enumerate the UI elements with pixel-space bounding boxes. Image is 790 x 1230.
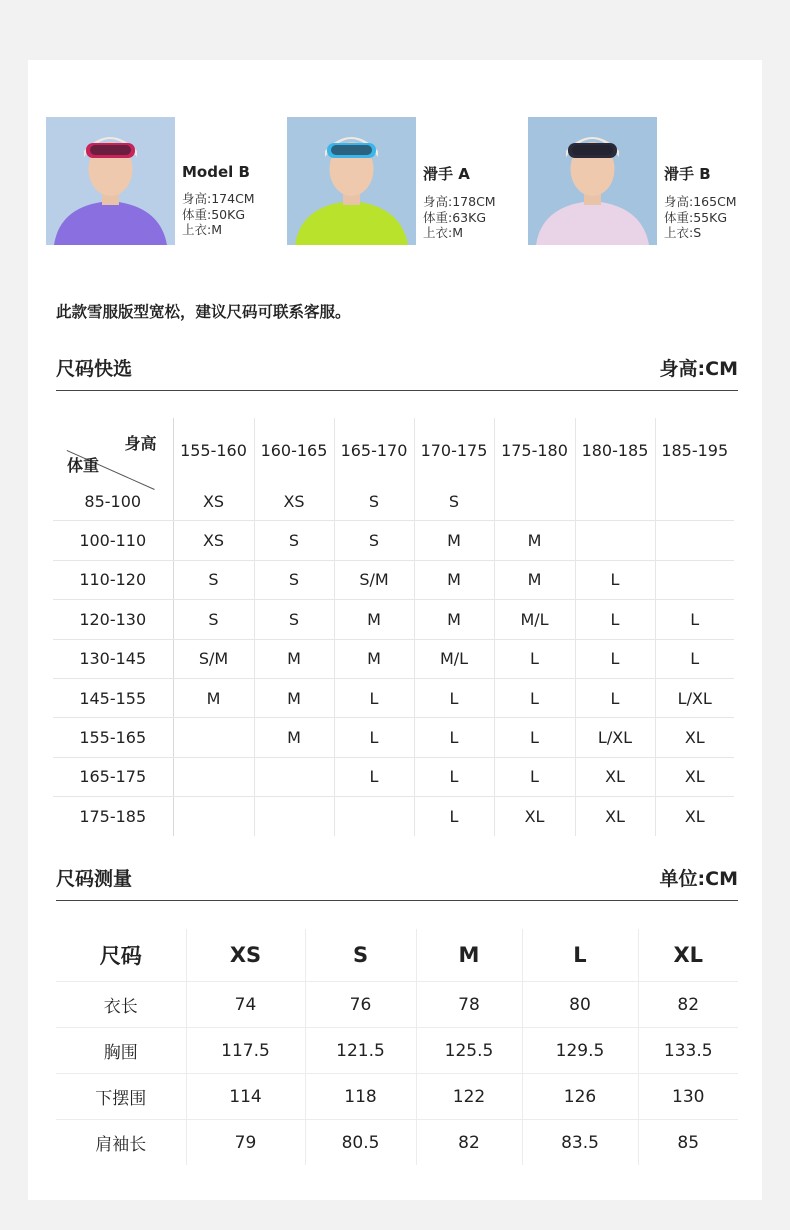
height-header-cell: 160-165 (254, 418, 334, 482)
weight-label-cell: 155-165 (53, 718, 173, 757)
size-cell: L (334, 718, 414, 757)
size-header-cell: XL (638, 929, 738, 982)
model-weight: 体重:63KG (423, 209, 487, 225)
size-cell: M/L (494, 600, 575, 639)
model-photo (528, 117, 657, 245)
size-column-label: 尺码 (56, 929, 186, 982)
size-cell: L (494, 678, 575, 717)
weight-label-cell: 120-130 (53, 600, 173, 639)
size-header-cell: S (305, 929, 416, 982)
size-cell: M/L (414, 639, 494, 678)
table-row (56, 1120, 738, 1166)
measure-label-cell: 肩袖长 (56, 1120, 186, 1166)
size-cell: S (254, 600, 334, 639)
measure-value-cell: 78 (416, 982, 522, 1028)
measure-value-cell: 117.5 (186, 1028, 305, 1074)
size-cell: L (655, 600, 734, 639)
measure-label-cell: 胸围 (56, 1028, 186, 1074)
table-row (53, 639, 734, 678)
size-cell: M (254, 718, 334, 757)
size-cell: M (414, 600, 494, 639)
size-cell: L (575, 560, 655, 599)
size-cell (334, 797, 414, 836)
table-row (53, 757, 734, 796)
size-cell (173, 757, 254, 796)
size-cell: XL (684, 806, 705, 826)
measure-value-cell: 125.5 (416, 1028, 522, 1074)
size-cell: M (334, 600, 414, 639)
measure-label-cell: 下摆围 (56, 1074, 186, 1120)
size-cell: M (173, 678, 254, 717)
size-cell (655, 482, 734, 521)
size-cell: XS (173, 521, 254, 560)
size-cell: XL (655, 718, 734, 757)
model-weight: 体重:50KG (182, 206, 246, 222)
measurement-unit: 单位:CM (659, 868, 738, 890)
corner-cell (53, 418, 173, 482)
size-cell: S (173, 560, 254, 599)
size-header-cell: L (522, 929, 638, 982)
quick-select-unit: 身高:CM (659, 358, 738, 380)
size-cell: L/XL (575, 718, 655, 757)
table-row (53, 521, 734, 560)
size-cell: L (414, 718, 494, 757)
size-cell: L (575, 600, 655, 639)
model-height: 身高:178CM (423, 194, 496, 209)
measure-value-cell: 80 (522, 982, 638, 1028)
size-cell (655, 521, 734, 560)
size-cell: L (414, 797, 494, 836)
size-cell: L (494, 718, 575, 757)
size-guide-card (28, 60, 762, 1200)
size-header-cell: M (416, 929, 522, 982)
quick-header-row (53, 418, 734, 482)
table-row (53, 600, 734, 639)
size-cell: L/XL (655, 678, 734, 717)
size-cell: XS (173, 482, 254, 521)
model-illustration (46, 117, 175, 245)
model-photo (287, 117, 416, 245)
size-cell: S/M (334, 560, 414, 599)
measure-label-cell: 衣长 (56, 982, 186, 1028)
height-header-cell: 165-170 (334, 418, 414, 482)
size-cell: S (173, 600, 254, 639)
model-info (423, 163, 496, 241)
size-cell: L (414, 757, 494, 796)
corner-weight-label: 体重 (67, 456, 100, 475)
model-name: 滑手 B (664, 165, 711, 183)
measurement-header-row (56, 929, 738, 982)
weight-label-cell: 165-175 (53, 757, 173, 796)
measure-value-cell: 80.5 (305, 1120, 416, 1166)
size-cell (494, 482, 575, 521)
table-row (56, 1074, 738, 1120)
size-cell: L (575, 678, 655, 717)
size-cell (173, 718, 254, 757)
size-cell: XL (655, 757, 734, 796)
model-name: 滑手 A (423, 165, 470, 183)
size-cell: S/M (173, 639, 254, 678)
size-cell: L (494, 639, 575, 678)
size-cell (173, 797, 254, 836)
measure-value-cell: 82 (416, 1120, 522, 1166)
size-cell: L (334, 757, 414, 796)
model-height: 身高:165CM (664, 194, 737, 209)
size-cell: XS (254, 482, 334, 521)
weight-label-cell: 175-185 (53, 797, 173, 836)
size-cell: M (414, 560, 494, 599)
size-cell: S (414, 482, 494, 521)
size-cell: M (254, 678, 334, 717)
table-row (53, 797, 734, 836)
weight-label-cell: 85-100 (53, 482, 173, 521)
measure-value-cell: 126 (522, 1074, 638, 1120)
table-row (53, 678, 734, 717)
size-cell (254, 757, 334, 796)
height-header-cell: 170-175 (414, 418, 494, 482)
size-cell: S (254, 521, 334, 560)
measure-value-cell: 76 (305, 982, 416, 1028)
size-cell: L (334, 678, 414, 717)
weight-label-cell: 100-110 (53, 521, 173, 560)
model-weight: 体重:55KG (664, 209, 728, 225)
model-top-size: 上衣:M (423, 225, 463, 240)
measure-value-cell: 118 (305, 1074, 416, 1120)
size-cell: M (494, 560, 575, 599)
size-cell (254, 797, 334, 836)
table-row (53, 482, 734, 521)
model-info (664, 163, 737, 241)
quick-select-table (53, 418, 734, 836)
measure-value-cell: 130 (638, 1074, 738, 1120)
measure-value-cell: 133.5 (638, 1028, 738, 1074)
size-cell: S (254, 560, 334, 599)
sizing-note: 此款雪服版型宽松，建议尺码可联系客服。 (56, 303, 351, 321)
measure-value-cell: 83.5 (522, 1120, 638, 1166)
measure-value-cell: 121.5 (305, 1028, 416, 1074)
table-row (53, 560, 734, 599)
weight-label-cell: 110-120 (53, 560, 173, 599)
measurement-title: 尺码测量 (56, 868, 133, 890)
table-row (53, 718, 734, 757)
measure-value-cell: 114 (186, 1074, 305, 1120)
size-cell: M (334, 639, 414, 678)
measurement-table (56, 929, 738, 1165)
size-cell: L (494, 757, 575, 796)
height-header-cell: 185-195 (661, 440, 729, 460)
quick-select-title: 尺码快选 (56, 358, 133, 380)
model-card-3 (528, 117, 758, 245)
model-top-size: 上衣:S (664, 225, 702, 240)
measure-value-cell: 129.5 (522, 1028, 638, 1074)
model-illustration (287, 117, 416, 245)
measurement-header (56, 860, 738, 901)
table-row (56, 982, 738, 1028)
size-cell (575, 482, 655, 521)
size-cell: M (494, 521, 575, 560)
model-illustration (528, 117, 657, 245)
size-cell (575, 521, 655, 560)
model-card-2 (287, 117, 517, 245)
model-height: 身高:174CM (182, 191, 255, 206)
measure-value-cell: 82 (638, 982, 738, 1028)
measure-value-cell: 122 (416, 1074, 522, 1120)
measure-value-cell: 74 (186, 982, 305, 1028)
size-cell: M (414, 521, 494, 560)
height-header-cell: 180-185 (575, 418, 655, 482)
model-info (182, 163, 255, 238)
table-row (56, 1028, 738, 1074)
size-cell: L (575, 639, 655, 678)
height-header-cell: 175-180 (494, 418, 575, 482)
size-cell: S (334, 521, 414, 560)
model-photo (46, 117, 175, 245)
size-cell: M (254, 639, 334, 678)
model-name: Model B (182, 163, 250, 181)
size-cell: L (414, 678, 494, 717)
corner-height-label: 身高 (124, 434, 157, 453)
size-cell: XL (575, 757, 655, 796)
size-cell: S (334, 482, 414, 521)
size-cell: L (655, 639, 734, 678)
size-cell: XL (575, 797, 655, 836)
quick-select-header (56, 350, 738, 391)
measure-value-cell: 79 (186, 1120, 305, 1166)
size-cell: XL (494, 797, 575, 836)
model-card-1 (46, 117, 276, 245)
size-header-cell: XS (186, 929, 305, 982)
size-cell (655, 560, 734, 599)
height-header-cell: 155-160 (173, 418, 254, 482)
measure-value-cell: 85 (677, 1132, 700, 1153)
model-top-size: 上衣:M (182, 222, 222, 237)
weight-label-cell: 145-155 (53, 678, 173, 717)
weight-label-cell: 130-145 (53, 639, 173, 678)
